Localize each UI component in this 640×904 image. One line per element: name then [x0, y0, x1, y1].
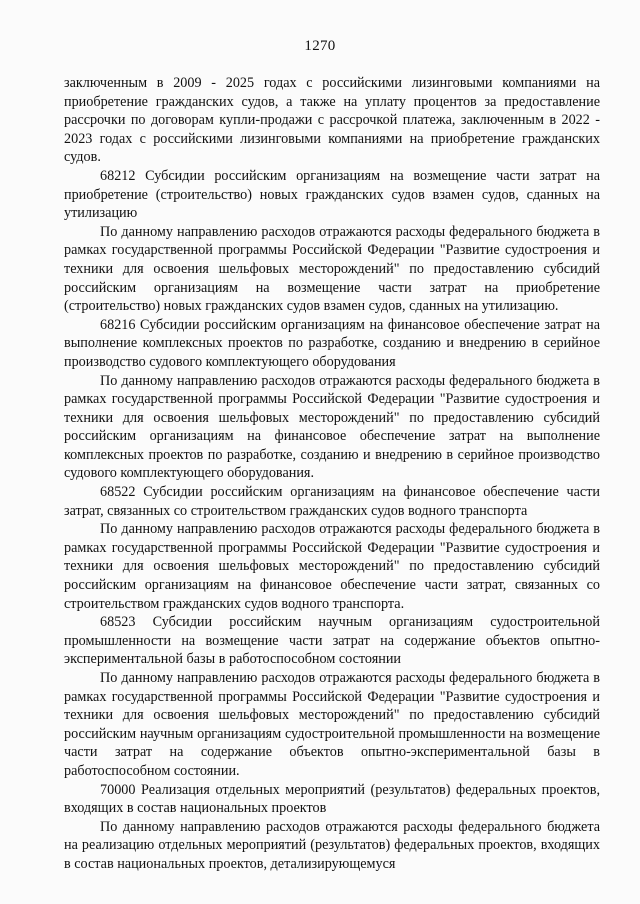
- paragraph-68522-description: По данному направлению расходов отражаются расходы федерального бюджета в рамках государственной программы Российской Федерации "Развитие судостроения и техники для освоения шельфовых месторождений" по предоставлению субсидий российским организациям на финансовое обеспечение части затрат, связанных со строительством гражданских судов водного транспорта.: [64, 521, 600, 612]
- section-heading-68523: 68523 Субсидии российским научным организациям судостроительной промышленности на возмещение части затрат на содержание объектов опытно-экспериментальной базы в работоспособном состоянии: [64, 614, 600, 668]
- section-heading-68216: 68216 Субсидии российским организациям на финансовое обеспечение затрат на выполнение комплексных проектов по разработке, созданию и внедрению в серийное производство судового комплектующего оборудования: [64, 316, 600, 370]
- paragraph-68212-description: По данному направлению расходов отражаются расходы федерального бюджета в рамках государственной программы Российской Федерации "Развитие судостроения и техники для освоения шельфовых месторождений" по предоставлению субсидий российским организациям на возмещение части затрат на приобретение (строительство) новых гражданских судов взамен судов, сданных на утилизацию.: [64, 223, 600, 315]
- paragraph-68523-description: По данному направлению расходов отражаются расходы федерального бюджета в рамках государственной программы Российской Федерации "Развитие судостроения и техники для освоения шельфовых месторождений" по предоставлению субсидий российским научным организациям судостроительной промышленности на возмещение части затрат на содержание объектов опытно-экспериментальной базы в работоспособном состоянии.: [64, 670, 600, 779]
- section-heading-68212: 68212 Субсидии российским организациям на возмещение части затрат на приобретение (строительство) новых гражданских судов взамен судов, сданных на утилизацию: [64, 167, 600, 222]
- paragraph-continuation: заключенным в 2009 - 2025 годах с российскими лизинговыми компаниями на приобретение гражданских судов, а также на уплату процентов за предоставление рассрочки по договорам купли-продажи с рассрочкой платежа, заключенным в 2022 - 2023 годах с российскими лизинговыми компаниями на приобретение гражданских судов.: [64, 75, 600, 166]
- paragraph-68216-description: По данному направлению расходов отражаются расходы федерального бюджета в рамках государственной программы Российской Федерации "Развитие судостроения и техники для освоения шельфовых месторождений" по предоставлению субсидий российским организациям на финансовое обеспечение затрат на выполнение комплексных проектов по разработке, созданию и внедрению в серийное производство судового комплектующего оборудования.: [64, 372, 600, 482]
- page-number: 1270: [304, 38, 336, 54]
- paragraph-70000-description: По данному направлению расходов отражаются расходы федерального бюджета на реализацию отдельных мероприятий (результатов) федеральных проектов, входящих в состав национальных проектов, детализирующемуся: [64, 818, 600, 872]
- document-body: [64, 74, 600, 874]
- section-heading-70000: 70000 Реализация отдельных мероприятий (результатов) федеральных проектов, входящих в состав национальных проектов: [64, 781, 600, 817]
- section-heading-68522: 68522 Субсидии российским организациям на финансовое обеспечение части затрат, связанных со строительством гражданских судов водного транспорта: [64, 484, 600, 519]
